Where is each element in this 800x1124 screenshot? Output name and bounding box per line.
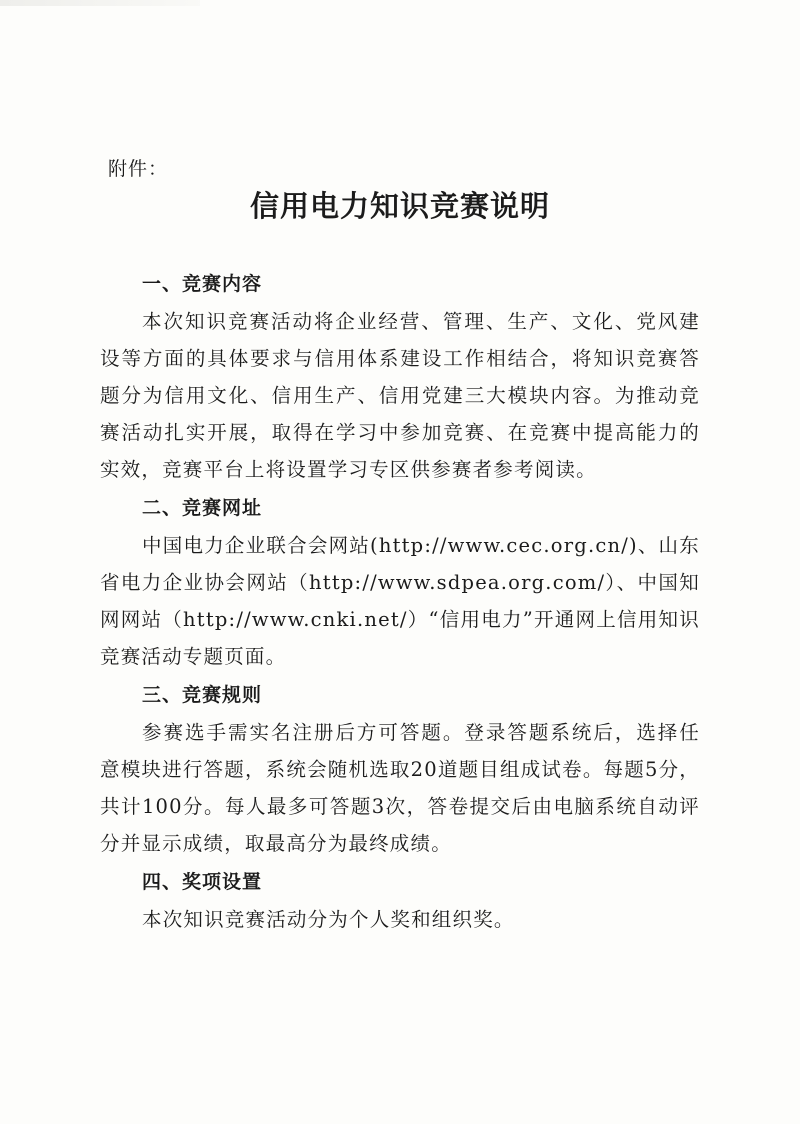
section-paragraph-content: 本次知识竞赛活动将企业经营、管理、生产、文化、党风建设等方面的具体要求与信用体系建设工作相结合，将知识竞赛答题分为信用文化、信用生产、信用党建三大模块内容。为推动竞赛活动扎实开展，取得在学习中参加竞赛、在竞赛中提高能力的实效，竞赛平台上将设置学习专区供参赛者参考阅读。 <box>100 310 700 481</box>
section-heading-website: 二、竞赛网址 <box>142 497 263 519</box>
section-heading-content: 一、竞赛内容 <box>142 273 263 295</box>
section-paragraph-rules: 参赛选手需实名注册后方可答题。登录答题系统后，选择任意模块进行答题，系统会随机选取20道题目组成试卷。每题5分，共计100分。每人最多可答题3次，答卷提交后由电脑系统自动评分并显示成绩，取最高分为最终成绩。 <box>100 721 700 855</box>
scan-edge-mark <box>0 0 200 6</box>
document-title: 信用电力知识竞赛说明 <box>249 189 550 223</box>
document-body <box>100 266 700 938</box>
section-paragraph-website: 中国电力企业联合会网站(http://www.cec.org.cn/)、山东省电力企业协会网站（http://www.sdpea.org.com/）、中国知网网站（http://www.cnki.net/）“信用电力”开通网上信用知识竞赛活动专题页面。 <box>100 534 700 668</box>
attachment-label: 附件： <box>108 158 169 180</box>
section-heading-awards: 四、奖项设置 <box>142 871 263 893</box>
section-heading-rules: 三、竞赛规则 <box>142 684 263 706</box>
section-paragraph-awards: 本次知识竞赛活动分为个人奖和组织奖。 <box>142 908 515 931</box>
